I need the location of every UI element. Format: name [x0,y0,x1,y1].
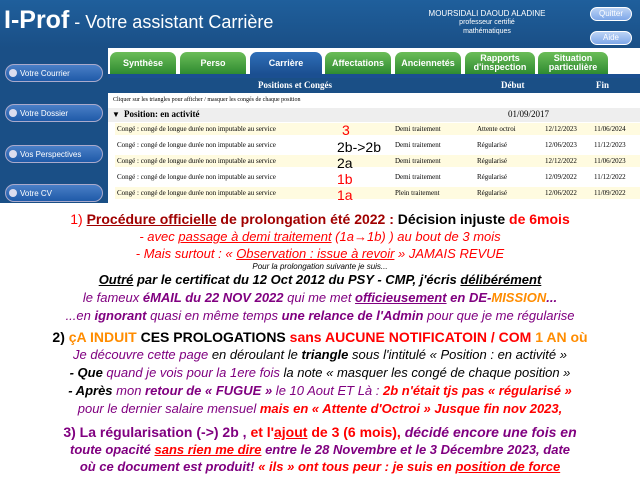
tab-perso[interactable]: Perso [180,52,246,74]
tab-synthese[interactable]: Synthèse [110,52,176,74]
text-span: ... [546,290,558,305]
row-fin: 11/12/2023 [594,141,626,149]
user-info [420,9,554,36]
row-debut: 12/09/2022 [545,173,577,181]
text-span: mais en « Attente d'Octroi » Jusque fin nov 2023, [259,401,563,416]
column-fin: Fin [596,80,610,90]
text-line-6 [0,308,640,324]
row-fin: 11/12/2022 [594,173,626,181]
text-span: quasi en même temps [146,308,282,323]
text-span: 1 AN où [531,329,588,345]
text-span: une relance de l'Admin [281,308,424,323]
text-span: entre le 28 Novembre et le 3 Décembre 2023, date [261,442,570,457]
text-line-14 [0,459,640,475]
text-span: de 6mois [505,211,570,227]
text-line-4 [0,272,640,288]
bullet-icon [9,189,17,197]
text-span: en DE- [446,290,492,305]
text-span: et l' [250,424,274,440]
position-label: Position: en activité [124,109,200,119]
text-span: 2) [52,329,69,345]
text-span: délibérément [460,272,542,287]
row-traitement: Demi traitement [395,141,441,149]
sidebar-item-label: Votre CV [20,189,53,198]
user-subject: mathématiques [463,28,511,35]
logo-subtitle: - Votre assistant Carrière [69,12,274,32]
sidebar-item-label: Votre Courrier [20,69,70,78]
text-span: décidé encore une fois en [404,424,577,440]
row-type: Congé : congé de longue durée non imputable au service [117,157,276,165]
sidebar-item-label: Vos Perspectives [20,150,82,159]
table-row [115,171,640,183]
text-span: Je découvre cette page [73,347,212,362]
text-span: 2b n'était tjs pas « régularisé » [383,383,572,398]
tab-situation[interactable]: Situation particulière [538,52,608,74]
sidebar-item-courrier[interactable] [5,64,103,82]
text-span: sans AUCUNE NOTIFICATOIN / COM [289,329,532,345]
sidebar [0,48,108,203]
row-type: Congé : congé de longue durée non imputable au service [117,125,276,133]
annotation-label: 1a [337,187,353,203]
text-span: éMAIL du 22 NOV 2022 [142,290,284,305]
sidebar-item-dossier[interactable] [5,104,103,122]
text-span: où ce document est produit! [79,459,259,474]
text-span: MISSION [491,290,547,305]
sidebar-item-label: Votre Dossier [20,109,69,118]
text-span: Observation : issue à revoir [236,246,395,261]
row-debut: 12/06/2022 [545,189,577,197]
text-line-2 [0,229,640,245]
text-span: de prolongation été 2022 : [216,211,398,227]
row-type: Congé : congé de longue durée non imputable au service [117,189,276,197]
text-line-12 [0,424,640,440]
text-span: quand je vois pour la 1ere fois [102,365,280,380]
text-span: 3) La régularisation (->) 2b , [63,424,251,440]
text-line-8 [0,347,640,363]
text-span: CES PROLOGATIONS [136,329,290,345]
text-span: ...en [65,308,95,323]
text-span: passage à demi traitement [178,229,332,244]
text-span: ignorant [94,308,147,323]
text-span: le 10 Aout ET Là : [272,383,383,398]
text-span: par le certificat du 12 Oct 2012 du PSY - CMP, j'écris [133,272,461,287]
row-type: Congé : congé de longue durée non imputable au service [117,173,276,181]
table-title: Positions et Congés [258,80,332,90]
help-button[interactable]: Aide [590,31,632,45]
text-span: position de force [455,459,561,474]
text-line-3 [0,246,640,262]
text-span: Outré [98,272,134,287]
text-span: officieusement [355,290,447,305]
text-line-13 [0,442,640,458]
text-line-1 [0,211,640,227]
text-span: - Que [69,365,103,380]
text-span: sous l'intitulé « Position : en activité » [348,347,567,362]
small-note: Pour la prolongation suivante je suis... [252,262,388,271]
logo-main: I-Prof [4,6,70,34]
text-line-7 [0,329,640,345]
table-hint: Cliquer sur les triangles pour afficher / masquer les congés de chaque position [113,97,301,103]
tab-rapports[interactable]: Rapports d'inspection [465,52,535,74]
text-line-10 [0,383,640,399]
text-span: Décision injuste [397,211,506,227]
row-statut: Régularisé [477,141,507,149]
text-span: « ils » ont tous peur : je suis en [258,459,456,474]
row-debut: 12/06/2023 [545,141,577,149]
table-row [115,123,640,135]
text-span: le fameux [82,290,143,305]
user-name: MOURSIDALI DAOUD ALADINE [428,9,546,18]
annotation-label: 1b [337,171,353,187]
row-debut: 12/12/2022 [545,157,577,165]
text-line-9 [0,365,640,381]
row-traitement: Demi traitement [395,173,441,181]
position-date: 01/09/2017 [508,109,550,119]
sidebar-item-cv[interactable] [5,184,103,202]
row-debut: 12/12/2023 [545,125,577,133]
text-span: la note « masquer les congé de chaque position » [279,365,571,380]
bullet-icon [9,69,17,77]
text-span: Procédure officielle [86,211,217,227]
text-span: en déroulant le [211,347,302,362]
user-role: professeur certifié [459,19,515,26]
app-logo [4,6,273,35]
row-fin: 11/06/2024 [594,125,626,133]
bullet-icon [9,109,17,117]
annotation-label: 2a [337,155,353,171]
text-span: pour que je me régularise [423,308,575,323]
triangle-down-icon[interactable]: ▼ [112,110,120,119]
row-traitement: Demi traitement [395,157,441,165]
table-row [115,187,640,199]
row-traitement: Plein traitement [395,189,440,197]
text-line-5 [0,290,640,306]
tab-anciennetes[interactable]: Anciennetés [395,52,461,74]
row-fin: 11/09/2022 [594,189,626,197]
row-traitement: Demi traitement [395,125,441,133]
tab-affectations[interactable]: Affectations [325,52,391,74]
app-header [0,0,640,48]
text-span: (1a→1b) ) au bout de 3 mois [331,229,501,244]
row-statut: Attente octroi [477,125,516,133]
text-span: - avec [139,229,179,244]
row-statut: Régularisé [477,189,507,197]
text-span: çA INDUIT [68,329,137,345]
text-span: de 3 (6 mois), [307,424,405,440]
sidebar-item-perspectives[interactable] [5,145,103,163]
text-span: - Mais surtout : « [135,246,237,261]
bullet-icon [9,150,17,158]
position-row[interactable] [108,108,640,122]
text-span: ajout [274,424,308,440]
text-span: mon [112,383,146,398]
row-fin: 11/06/2023 [594,157,626,165]
text-span: sans rien me dire [154,442,262,457]
text-span: » JAMAIS REVUE [394,246,505,261]
row-statut: Régularisé [477,173,507,181]
annotation-label: 2b->2b [337,139,381,155]
text-span: triangle [301,347,349,362]
annotation-label: 3 [342,122,350,138]
text-span: pour le dernier salaire mensuel [77,401,260,416]
text-span: 1) [70,211,87,227]
text-span: toute opacité [69,442,155,457]
text-span: qui me met [283,290,356,305]
column-debut: Début [501,80,525,90]
text-span: retour de « FUGUE » [145,383,273,398]
tab-carriere[interactable]: Carrière [250,52,322,74]
table-header [108,78,640,93]
text-line-11 [0,401,640,417]
row-statut: Régularisé [477,157,507,165]
text-span: - Après [68,383,113,398]
row-type: Congé : congé de longue durée non imputable au service [117,141,276,149]
table-row [115,155,640,167]
quit-button[interactable]: Quitter [590,7,632,21]
